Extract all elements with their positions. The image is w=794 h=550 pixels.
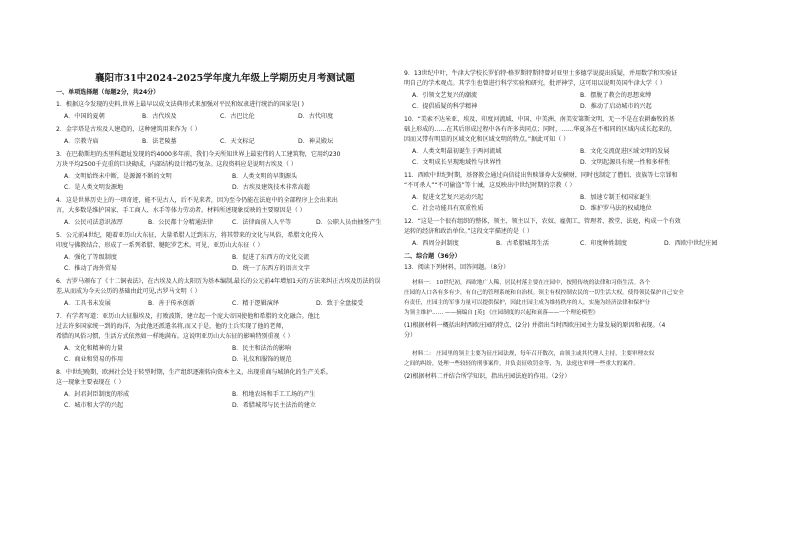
q4-option-b: B．公民都十分精通法律 (148, 219, 214, 226)
q6-stem-line2: 差,从而成为今天公历的基础由此可见,古罗马文明（ ） (56, 288, 201, 295)
material1-line4: 为领主维护…… ——摘编自 [英] 《庄园制度的兴起和衰落——一个理论模型》 (404, 310, 599, 316)
q5-option-c: C．推动了海外贸易 (64, 265, 118, 272)
q3-stem-line2: 万块平均2500千克重的巨块砌成，内部结构设计精巧复杂。这段资料应是说明古埃及（ ） (56, 161, 297, 168)
q2-option-c: C．天文标记 (220, 138, 255, 145)
q4-option-a: A．公民司法意识浓厚 (64, 219, 124, 226)
q3-option-c: C．是人类文明发源地 (64, 184, 124, 191)
q3-option-d: D．古埃及建筑技术非常高超 (232, 184, 310, 191)
q9-option-c: C．提倡质疑的科学精神 (412, 103, 478, 110)
q5-stem-line1: 5．公元前4世纪，随着亚历山大东征，大量希腊人迁到东方，将其带来的文化与风俗，希腊文化传入 (56, 232, 324, 239)
q12-option-b: B．古希腊城邦生活 (496, 240, 549, 247)
q8-option-a: A．封君封臣制度的形成 (64, 391, 130, 398)
sub-question1-line2: 分） (404, 332, 417, 339)
q9-stem-line2: 明自己的学术观点。其学生也曾进行科学实验和研究，批评神学，这可用以说明英国牛津大学（ ） (404, 80, 666, 87)
q11-stem-line2: “不可杀人”“不可偷盗”等十诫，这反映出中世纪时期的宗教（ ） (404, 182, 576, 189)
q8-option-b: B．租地农场和手工工场的产生 (232, 391, 316, 398)
material1-line1: 材料一： 10世纪初，西欧地广人稀，居民村落主要在庄园中，按照传统的法律和习俗生活。各个 (412, 280, 651, 286)
q7-stem-line3: 希腊的风俗习惯，生活方式依然如一样地满布。这说明亚历山大东征的影响特别重视（ ） (56, 333, 294, 340)
q9-option-b: B．摆脱了教会的思想束缚 (580, 92, 652, 99)
q6-stem-line1: 6．古罗马颁布了《十二铜表法》，在古埃及人的太阳历为基本编制,最长的公元前4年增加1天的方法来纠正古埃及历法的误 (56, 278, 381, 285)
q8-stem-line1: 8．中世纪晚期，欧洲社会处于转型时期，生产组织逐渐转向资本主义，出现重商与城镇化的生产关系。 (56, 369, 332, 376)
sub-question1-line1: (1)根据材料一概括出时西欧庄园的特点，(2分) 并指出当时西欧庄园主力量发展的原因和表现。（4 (404, 322, 666, 329)
q4-stem-line2: 言，大多数是维护国家、手工商人、水手等体力劳动者。材料所述现象反映的主要原因是（ ） (56, 207, 306, 214)
q5-stem-line2: 印度与佛教结合，形成了一系列希腊、犍陀罗艺术。可见，亚历山大东征（ ） (56, 242, 264, 249)
q10-stem-line2: 础上形成的……在其后形成过程中各有许多共同点；同时，……华夏各在不相同的区域内成长起来的， (404, 126, 676, 133)
q8-option-c: C．城市和大学的兴起 (64, 402, 124, 409)
q11-option-d: D．维护罗马法的权威地位 (580, 205, 652, 212)
q11-stem-line1: 11．西欧中世纪时期，基督教会通过向信徒出售赎罪券大发横财，同时也制定了僧侣、贵族等七宗罪和 (404, 172, 678, 179)
q7-option-c: C．商业和贸易的作用 (64, 356, 124, 363)
q10-stem-line1: 10．“美索不达米亚、埃及、印度河流域、中国、中美洲、南美安第斯文明，无一不是在农耕畜牧的基 (404, 116, 675, 123)
q11-option-b: B．加速专制王权国家诞生 (580, 194, 652, 201)
q11-option-a: A．促进文艺复兴运动兴起 (412, 194, 484, 201)
q6-option-c: C．精于逻辑演绎 (232, 300, 279, 307)
q12-option-c: C．印度种姓制度 (580, 240, 627, 247)
q7-option-d: D．礼仪和服饰的规范 (232, 356, 292, 363)
q5-option-a: A．强化了等级制度 (64, 254, 117, 261)
q2-option-d: D．神灵殿坛 (298, 138, 334, 145)
q1-stem: 1．根据这今发现的史料,世界上最早以成文法典形式来加强对平民和奴隶进行统治的国家是( ) (56, 101, 304, 108)
material1-line3: 有责任，庄园主的军事力量可以提供保护，因此庄园主成为维持秩序的人，实施为经济法律和保护分 (404, 300, 651, 306)
q4-stem-line1: 4．这是世界历史上的一项奇迹，能不见古人，后不见来者，因为至今仍能在法庭中的全部程序上会出来出 (56, 197, 338, 204)
q2-option-b: B．法老陵墓 (142, 138, 177, 145)
q11-option-c: C．社会功能具有双重性质 (412, 205, 484, 212)
q3-option-a: A．文明始终未中断，是源源不断的文明 (64, 173, 172, 180)
q7-stem-line2: 过去许多国家统一到的海洋，为此他还派遣名将,而又于是，他的士兵实现了他的老师， (56, 323, 288, 330)
material1-line2: 庄园的人口各有多有少，有自己的管理系统和自治权。领主有权控制农民的一切生活大权。使得领民保护自己安全 (404, 290, 684, 296)
q10-option-a: A．人类文明最初诞生于两河流域 (412, 148, 502, 155)
q7-stem-line1: 7．有学者写道：亚历山大征服埃及，打败波斯，建立起一个庞大帝国使他和希腊的文化融合。他比 (56, 313, 320, 320)
q2-stem: 2．金字塔是古埃及人建造的，这种建筑用来作为（ ） (56, 126, 201, 133)
q8-stem-line2: 这一现象主要表现在（ ） (56, 379, 125, 386)
material2-line1: 材料二： 庄园里的领主主要为征庄园法规，每年召开数次，由领主或其代理人主持，主要审理农奴 (412, 351, 655, 357)
q13-intro: 13．阅读下列材料，回答问题。（8分） (404, 264, 510, 271)
q8-option-d: D．希腊城邦与民主法治的建立 (232, 402, 316, 409)
section-two-header: 二、综合题（36分） (404, 253, 461, 260)
q10-stem-line3: 因而又带有明显的区域文化和区域文明的特点。”据此可知（ ） (404, 136, 570, 143)
q2-option-a: A．宗教寺庙 (64, 138, 99, 145)
q6-option-b: B．善于传承创新 (148, 300, 195, 307)
q4-option-c: C．法律面前人人平等 (232, 219, 292, 226)
q3-stem-line1: 3．在巴勒斯坦的杰里科遗址发现的约4000多年前，我们今天所知世界上最宏伟的人工建筑物，它用约230 (56, 151, 341, 158)
material2-line2: 之间的纠纷，处理一些较轻的刑事案件，并负责征收罚金等，为，法庭也审理一些重大的案件。 (404, 361, 639, 367)
section-one-header: 一、单项选择题（每题2分，共24分） (56, 89, 160, 96)
q12-stem-line2: 运转的经济和政治单位。”这段文字描述的是（ ） (404, 228, 533, 235)
q1-option-b: B．古代埃及 (142, 113, 177, 120)
q12-option-a: A．西周分封制度 (412, 240, 459, 247)
q1-option-c: C．古巴比伦 (220, 113, 255, 120)
q12-option-d: D．西欧中世纪庄园 (664, 240, 718, 247)
q7-option-b: B．民主和法治的影响 (232, 345, 292, 352)
q1-option-d: D．古代印度 (298, 113, 334, 120)
q12-stem-line1: 12．“这是一个很有组织的整体，领主、领主以下，农奴、雇佣工，管理者、教堂、法庭，构成一个有效 (404, 218, 681, 225)
q6-option-d: D．致于全盘接受 (316, 300, 364, 307)
q9-option-d: D．推动了启动城市的兴起 (580, 103, 652, 110)
q4-option-d: D．公职人员由抽签产生 (316, 219, 382, 226)
q10-option-b: B．文化交流促进区域文明的发展 (580, 148, 670, 155)
q3-option-b: B．人类文明的早期源头 (232, 173, 298, 180)
q1-option-a: A．中国的夏朝 (64, 113, 105, 120)
q10-option-c: C．文明成长呈现地域性与世界性 (412, 159, 502, 166)
q5-option-b: B．促进了东西方的文化交流 (232, 254, 310, 261)
q9-stem-line1: 9．13世纪中叶，牛津大学校长罗伯特·格罗斯特斯特曾对亚里士多德学说提出质疑，并用数学和实验证 (404, 70, 678, 77)
q7-option-a: A．文化和精神的力量 (64, 345, 124, 352)
q9-option-a: A．引领文艺复兴的潮流 (412, 92, 478, 99)
exam-title: 襄阳市31中2024-2025学年度九年级上学期历史月考测试题 (95, 73, 355, 84)
q6-option-a: A．工具书未发展 (64, 300, 111, 307)
q5-option-d: D．统一了东西方的语言文字 (232, 265, 310, 272)
sub-question2: (2)根据材料二并结合所学知识，指出庄园法庭的作用。（2分） (404, 373, 571, 380)
q10-option-d: D．文明起源具有统一性和多样性 (580, 159, 671, 166)
